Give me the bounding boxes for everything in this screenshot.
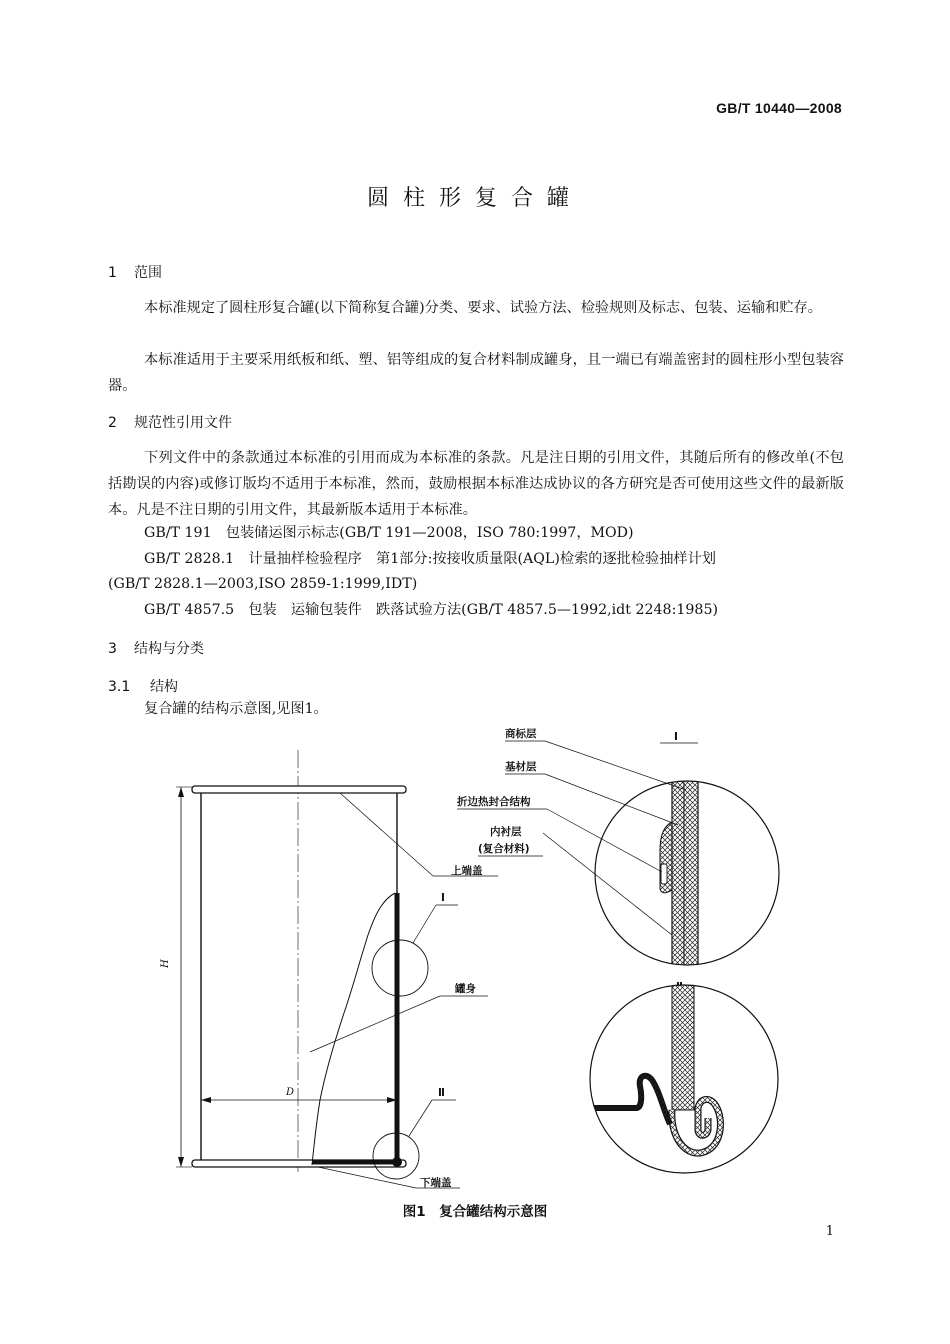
figure-caption: 图1 复合罐结构示意图 bbox=[402, 1204, 548, 1220]
label-can-body: 罐身 bbox=[455, 983, 476, 995]
label-top-lid: 上端盖 bbox=[451, 865, 483, 877]
label-inner-layer: 内衬层 bbox=[490, 826, 522, 838]
section-title: 结构 bbox=[150, 679, 178, 695]
section-title: 结构与分类 bbox=[134, 641, 204, 657]
standard-code: GB/T 10440—2008 bbox=[716, 100, 842, 116]
label-trademark-layer: 商标层 bbox=[505, 728, 537, 740]
can-main-view bbox=[160, 750, 498, 1189]
label-folded-seal: 折边热封合结构 bbox=[457, 796, 531, 808]
section-number: 1 bbox=[108, 265, 117, 281]
label-detail-2-main: Ⅱ bbox=[438, 1087, 445, 1099]
detail-1-title: Ⅰ bbox=[674, 731, 678, 743]
section-title: 范围 bbox=[134, 265, 162, 281]
reference-item-continuation: (GB/T 2828.1—2003,ISO 2859-1:1999,IDT) bbox=[108, 576, 418, 592]
page-title: 圆柱形复合罐 bbox=[366, 186, 583, 211]
label-bottom-lid: 下端盖 bbox=[420, 1177, 452, 1189]
section-title: 规范性引用文件 bbox=[134, 415, 232, 431]
detail-view-2 bbox=[588, 981, 778, 1173]
paragraph: 下列文件中的条款通过本标准的引用而成为本标准的条款。凡是注日期的引用文件，其随后所有的修改单(不包括勘误的内容)或修订版均不适用于本标准，然而，鼓励根据本标准达成协议的各方研究是否可使用这些文件的最新版本。凡是不注日期的引用文件，其最新版本适用于本标准。 bbox=[108, 450, 844, 518]
reference-item: GB/T 2828.1 计量抽样检验程序 第1部分:按接收质量限(AQL)检索的逐批检验抽样计划 bbox=[144, 551, 716, 567]
paragraph: 本标准适用于主要采用纸板和纸、塑、铝等组成的复合材料制成罐身，且一端已有端盖密封的圆柱形小型包装容器。 bbox=[108, 352, 844, 394]
label-composite-material: (复合材料) bbox=[478, 843, 530, 855]
paragraph: 本标准规定了圆柱形复合罐(以下简称复合罐)分类、要求、试验方法、检验规则及标志、包装、运输和贮存。 bbox=[144, 300, 822, 316]
reference-item: GB/T 4857.5 包装 运输包装件 跌落试验方法(GB/T 4857.5—1992,idt 2248:1985) bbox=[144, 602, 719, 618]
label-base-layer: 基材层 bbox=[505, 761, 537, 773]
section-number: 3.1 bbox=[108, 679, 131, 695]
section-number: 3 bbox=[108, 641, 117, 657]
paragraph: 复合罐的结构示意图,见图1。 bbox=[144, 701, 328, 717]
dimension-d-label: D bbox=[286, 1087, 295, 1098]
detail-view-1 bbox=[456, 727, 779, 970]
reference-item: GB/T 191 包装储运图示标志(GB/T 191—2008，ISO 780:1997，MOD) bbox=[144, 525, 634, 541]
page-number: 1 bbox=[825, 1224, 834, 1239]
section-number: 2 bbox=[108, 415, 117, 431]
dimension-h-label: H bbox=[160, 959, 171, 968]
label-detail-1-main: Ⅰ bbox=[441, 892, 445, 904]
